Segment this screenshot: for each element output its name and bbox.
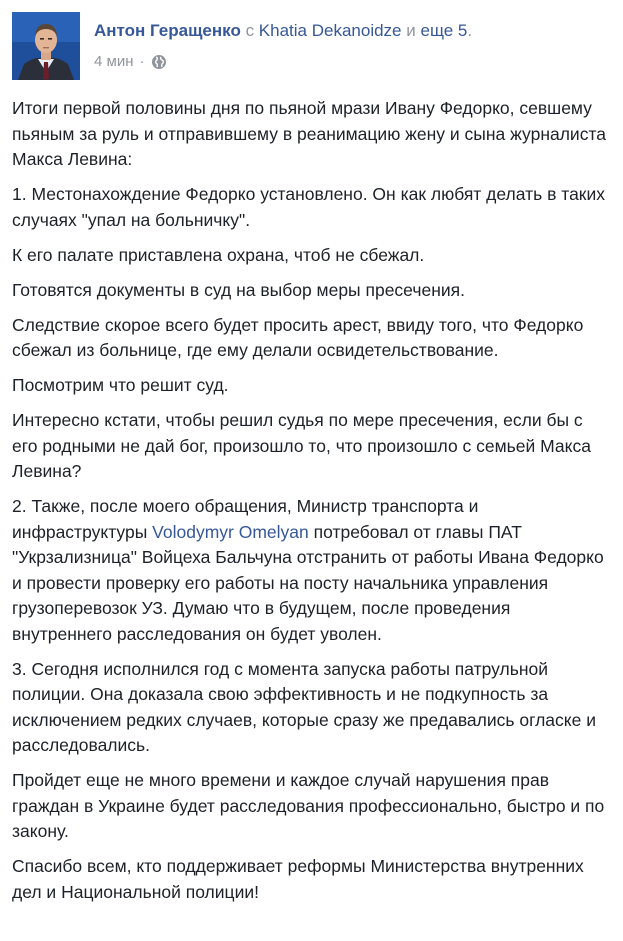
paragraph: Посмотрим что решит суд.	[12, 375, 229, 395]
with-word: с	[245, 21, 255, 40]
paragraph-text: 2. Также, после моего обращения, Министр транспорта и инфраструктуры	[12, 496, 479, 542]
meta-separator: ·	[139, 53, 145, 70]
paragraph: Готовятся документы в суд на выбор меры пресечения.	[12, 279, 465, 300]
period: .	[467, 21, 473, 40]
author-line	[94, 20, 472, 42]
timestamp-link[interactable]: 4 мин	[94, 53, 134, 70]
author-avatar[interactable]	[12, 12, 80, 80]
others-link[interactable]: еще 5	[420, 21, 468, 40]
post-meta	[94, 52, 167, 72]
paragraph: Итоги первой половины дня по пьяной мрази Ивану Федорко, севшему пьяным за руль и отправившему в реанимацию жену и сына журналиста Макса Левина:	[12, 98, 607, 169]
paragraph: Пройдет еще не много времени и каждое случай нарушения прав граждан в Украине будет расследования профессионально, быстро и по закону.	[12, 770, 605, 841]
paragraph-with-mention	[12, 494, 612, 647]
and-word: и	[406, 21, 416, 40]
globe-icon[interactable]	[151, 54, 167, 70]
post-header	[12, 12, 612, 82]
tagged-person-link[interactable]: Khatia Dekanoidze	[258, 21, 402, 40]
avatar-portrait-icon	[12, 12, 80, 80]
paragraph: Спасибо всем, кто поддерживает реформы Министерства внутренних дел и Национальной полиции!	[12, 856, 584, 902]
paragraph: 3. Сегодня исполнился год с момента запуска работы патрульной полиции. Она доказала свою эффективность и не подкупность за исключением редких случаев, которые сразу же предавались огласке и расследовались.	[12, 658, 597, 755]
post-body	[12, 96, 612, 915]
paragraph: Следствие скорое всего будет просить арест, ввиду того, что Федорко сбежал из больнице, где ему делали освидетельствование.	[12, 314, 584, 360]
paragraph: 1. Местонахождение Федорко установлено. Он как любят делать в таких случаях "упал на больничку".	[12, 184, 605, 230]
author-name-link[interactable]: Антон Геращенко	[94, 21, 241, 40]
paragraph: Интересно кстати, чтобы решил судья по мере пресечения, если бы с его родными не дай бог, произошло то, что произошло с семьей Макса Левина?	[12, 410, 591, 481]
paragraph: К его палате приставлена охрана, чтоб не сбежал.	[12, 244, 425, 265]
paragraph-text: потребовал от главы ПАТ "Укрзализница" Войцеха Бальчуна отстранить от работы Ивана Федорко и провести проверку его работы на посту начальника управления грузоперевозок УЗ. Думаю что в будущем, после проведения внутреннего расследования он будет уволен.	[12, 521, 604, 644]
mention-link[interactable]: Volodymyr Omelyan	[152, 521, 309, 542]
